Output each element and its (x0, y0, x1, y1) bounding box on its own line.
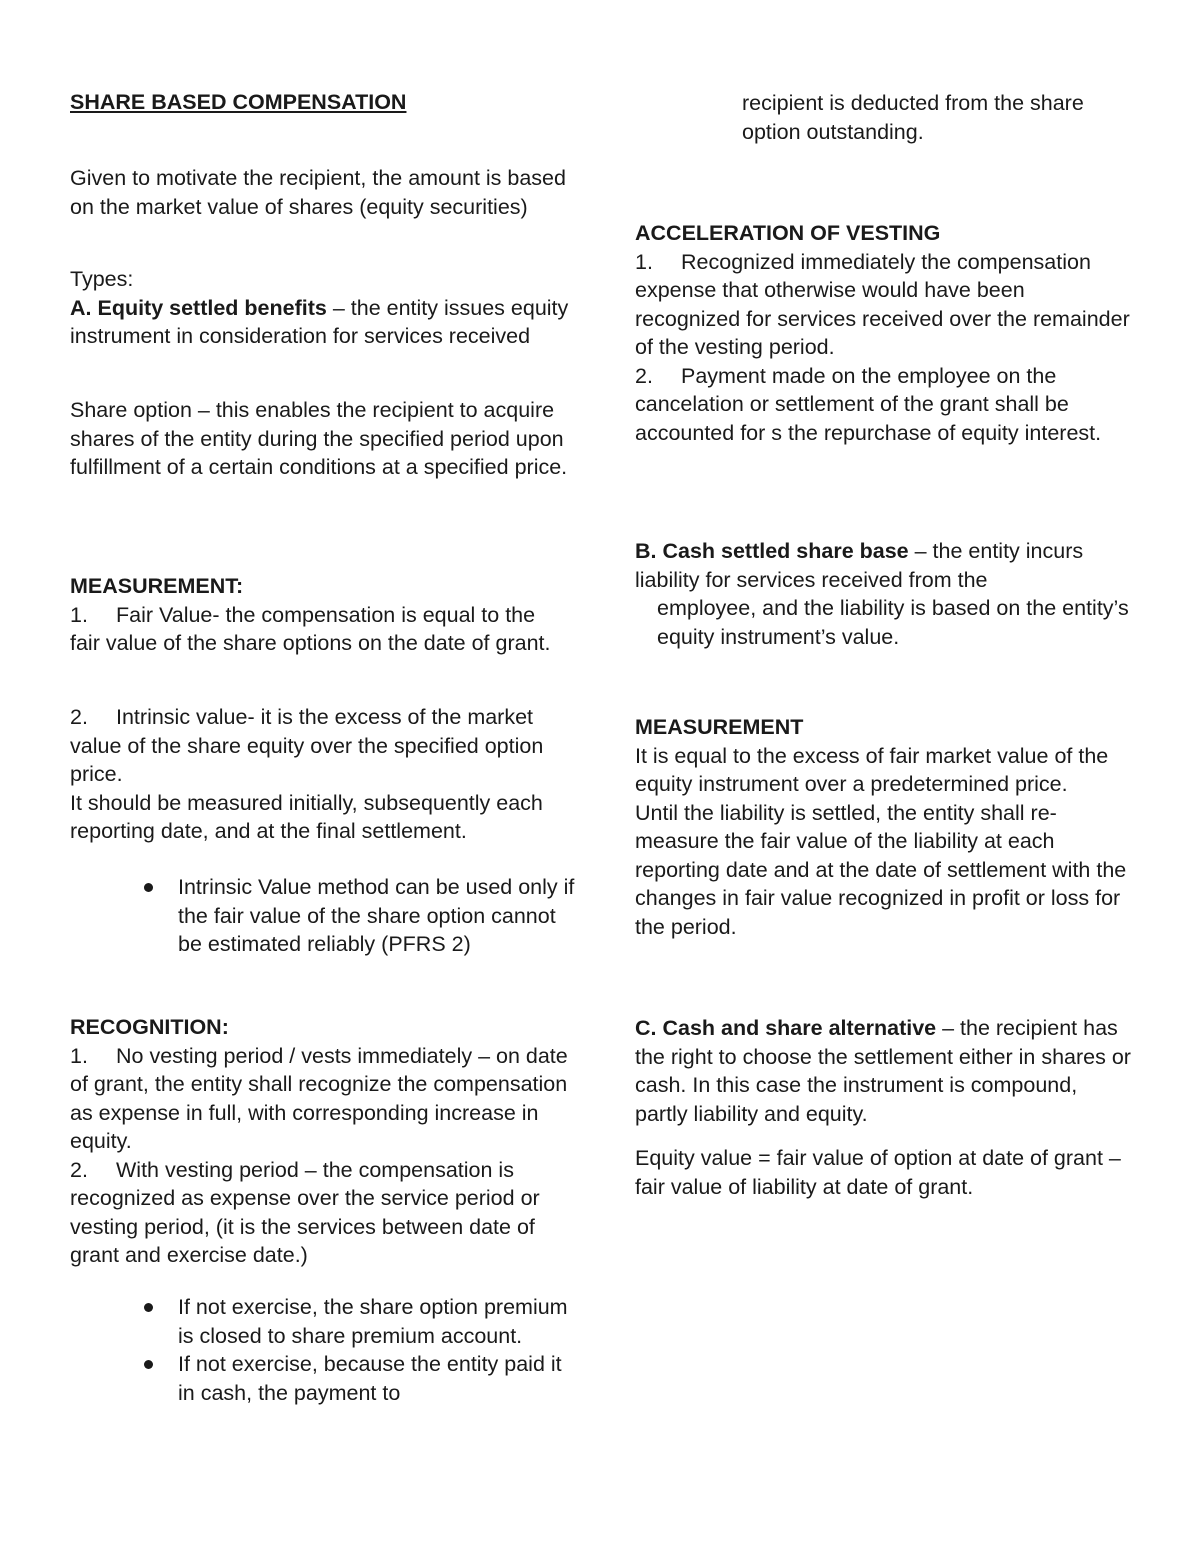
share-option-paragraph (70, 396, 570, 482)
recognition-item-2 (70, 1156, 570, 1270)
measurement-heading: MEASUREMENT: (70, 574, 244, 598)
measurement-b-paragraph-2: Until the liability is settled, the entity shall re-measure the fair value of the liability at each reporting date and at the date of settlement with the changes in fair value recognized in profit or loss for the period. (635, 800, 1127, 939)
types-label: Types: (70, 267, 134, 291)
recognition-item-1 (70, 1042, 570, 1156)
list-number: 1. (70, 1043, 88, 1068)
cash-settled-text-2: employee, and the liability is based on the entity’s equity instrument’s value. (657, 596, 1129, 649)
intro-text: Given to motivate the recipient, the amount is based on the market value of shares (equity securities) (70, 166, 566, 219)
list-number: 2. (635, 363, 653, 388)
measurement-bullet-list (178, 873, 578, 959)
alternative-label: C. Cash and share alternative (635, 1016, 937, 1040)
alternative-section (635, 1014, 1135, 1128)
list-number: 2. (70, 705, 88, 729)
continuation-text: recipient is deducted from the share option outstanding. (742, 91, 1084, 144)
cash-settled-section (635, 537, 1135, 651)
cash-settled-line-1 (635, 537, 1135, 594)
cash-settled-text-1: – the entity incurs liability for services received from the (635, 539, 1084, 592)
types-block (70, 265, 570, 351)
measurement-item-1-text: Fair Value- the compensation is equal to the fair value of the share options on the date of grant. (70, 602, 551, 655)
measurement-item-2-text: Intrinsic value- it is the excess of the market value of the share equity over the specified option price. (70, 705, 544, 786)
acceleration-item-2-text: Payment made on the employee on the cancelation or settlement of the grant shall be accounted for s the repurchase of equity interest. (635, 363, 1102, 445)
measurement-b-paragraph-1: It is equal to the excess of fair market value of the equity instrument over a predetermined price. (635, 743, 1109, 796)
equity-value-paragraph (635, 1144, 1135, 1201)
measurement-item-2 (70, 703, 570, 789)
equity-settled-text: – the entity issues equity instrument in consideration for services received (70, 295, 569, 348)
measurement-item-1 (70, 601, 570, 658)
measurement-section (70, 572, 570, 658)
intro-paragraph (70, 164, 570, 221)
measurement-item-2-block (70, 703, 570, 846)
measurement-note: It should be measured initially, subsequently each reporting date, and at the final settlement. (70, 790, 543, 843)
alternative-paragraph (635, 1014, 1135, 1128)
document-title-block (70, 88, 570, 117)
recognition-item-1-text: No vesting period / vests immediately – on date of grant, the entity shall recognize the compensation as expense in full, with corresponding increase in equity. (70, 1043, 568, 1153)
equity-settled-label: A. Equity settled benefits (70, 295, 327, 320)
cash-settled-label: B. Cash settled share base (635, 539, 909, 563)
alternative-text: – the recipient has the right to choose the settlement either in shares or cash. In this case the instrument is compound, partly liability and equity. (635, 1016, 1131, 1126)
acceleration-item-1 (635, 248, 1135, 362)
acceleration-section (635, 219, 1135, 447)
measurement-b-heading: MEASUREMENT (635, 715, 804, 739)
acceleration-item-1-text: Recognized immediately the compensation expense that otherwise would have been recognized for services received over the remainder of the vesting period. (635, 249, 1130, 359)
recognition-item-2-text: With vesting period – the compensation is recognized as expense over the service period or vesting period, (it is the services between date of grant and exercise date.) (70, 1157, 540, 1267)
share-option-text: Share option – this enables the recipient to acquire shares of the entity during the specified period upon fulfillment of a certain conditions at a specified price. (70, 398, 568, 479)
list-item: If not exercise, the share option premium is closed to share premium account. (178, 1293, 578, 1350)
measurement-b-section (635, 713, 1135, 941)
acceleration-item-2 (635, 362, 1135, 448)
list-number: 2. (70, 1157, 88, 1182)
list-number: 1. (70, 602, 88, 627)
list-item: If not exercise, because the entity paid it in cash, the payment to (178, 1350, 578, 1407)
continuation-paragraph (742, 89, 1142, 146)
document-title: SHARE BASED COMPENSATION (70, 90, 407, 114)
recognition-section (70, 1013, 570, 1270)
recognition-heading: RECOGNITION: (70, 1015, 229, 1039)
list-number: 1. (635, 249, 653, 274)
recognition-bullet-list (178, 1293, 578, 1407)
acceleration-heading: ACCELERATION OF VESTING (635, 221, 941, 245)
equity-settled-paragraph (70, 294, 570, 351)
list-item: Intrinsic Value method can be used only if the fair value of the share option cannot be estimated reliably (PFRS 2) (178, 873, 578, 959)
equity-value-text: Equity value = fair value of option at date of grant – fair value of liability at date of grant. (635, 1146, 1121, 1199)
